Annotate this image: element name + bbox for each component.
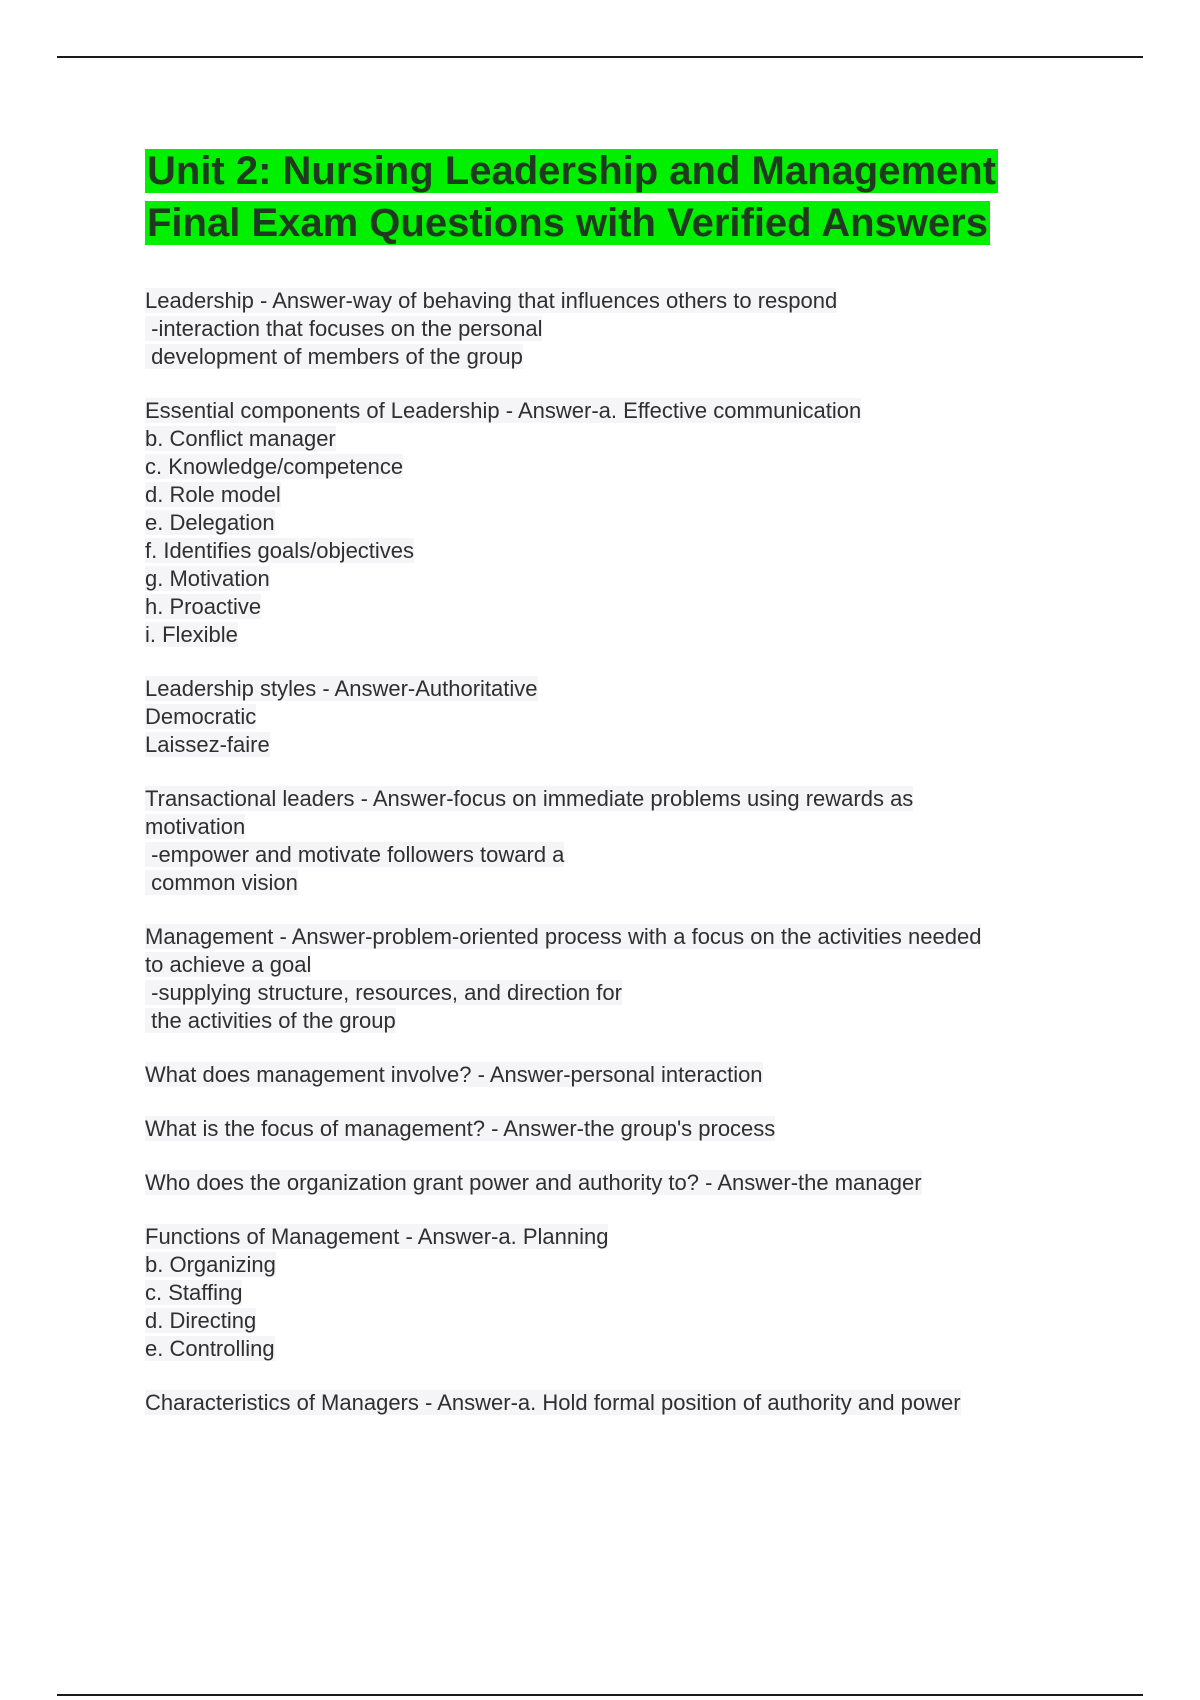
qa-entry-management-involve — [145, 1061, 1145, 1089]
qa-line: d. Role model — [145, 482, 281, 507]
qa-line: Who does the organization grant power and authority to? - Answer-the manager — [145, 1170, 922, 1195]
qa-line: d. Directing — [145, 1308, 257, 1333]
qa-line: to achieve a goal — [145, 952, 312, 977]
qa-entry-power-authority — [145, 1169, 1145, 1197]
qa-line: What does management involve? - Answer-personal interaction — [145, 1062, 763, 1087]
qa-line: c. Staffing — [145, 1280, 243, 1305]
top-divider — [57, 56, 1143, 58]
qa-line: h. Proactive — [145, 594, 262, 619]
qa-line: common vision — [145, 870, 298, 895]
qa-line: -empower and motivate followers toward a — [145, 842, 565, 867]
title-line-1: Unit 2: Nursing Leadership and Management — [147, 149, 997, 193]
qa-line: f. Identifies goals/objectives — [145, 538, 415, 563]
qa-entry-essential-components — [145, 397, 1145, 649]
qa-line: -supplying structure, resources, and direction for — [145, 980, 622, 1005]
qa-entry-management — [145, 923, 1145, 1035]
qa-line: b. Organizing — [145, 1252, 276, 1277]
qa-entry-leadership — [145, 287, 1145, 371]
bottom-divider — [57, 1694, 1143, 1696]
qa-line: c. Knowledge/competence — [145, 454, 404, 479]
document-title — [145, 145, 1145, 249]
qa-line: development of members of the group — [145, 344, 523, 369]
qa-line: What is the focus of management? - Answer-the group's process — [145, 1116, 776, 1141]
qa-line: Functions of Management - Answer-a. Planning — [145, 1224, 609, 1249]
qa-line: e. Delegation — [145, 510, 275, 535]
qa-line: Management - Answer-problem-oriented process with a focus on the activities needed — [145, 924, 982, 949]
qa-entry-functions-of-management — [145, 1223, 1145, 1363]
qa-line: b. Conflict manager — [145, 426, 336, 451]
qa-line: Characteristics of Managers - Answer-a. Hold formal position of authority and power — [145, 1390, 961, 1415]
qa-line: Laissez-faire — [145, 732, 270, 757]
document-body — [145, 145, 1145, 1443]
qa-line: motivation — [145, 814, 246, 839]
title-line-2: Final Exam Questions with Verified Answers — [147, 201, 988, 245]
qa-entry-characteristics-of-managers — [145, 1389, 1145, 1417]
qa-line: Essential components of Leadership - Answer-a. Effective communication — [145, 398, 862, 423]
qa-entry-transactional-leaders — [145, 785, 1145, 897]
qa-list — [145, 287, 1145, 1417]
qa-entry-leadership-styles — [145, 675, 1145, 759]
qa-line: g. Motivation — [145, 566, 270, 591]
qa-line: e. Controlling — [145, 1336, 275, 1361]
qa-line: -interaction that focuses on the personal — [145, 316, 543, 341]
qa-line: i. Flexible — [145, 622, 238, 647]
qa-line: Democratic — [145, 704, 257, 729]
qa-entry-management-focus — [145, 1115, 1145, 1143]
qa-line: the activities of the group — [145, 1008, 396, 1033]
qa-line: Leadership styles - Answer-Authoritative — [145, 676, 538, 701]
qa-line: Leadership - Answer-way of behaving that influences others to respond — [145, 288, 838, 313]
qa-line: Transactional leaders - Answer-focus on immediate problems using rewards as — [145, 786, 914, 811]
